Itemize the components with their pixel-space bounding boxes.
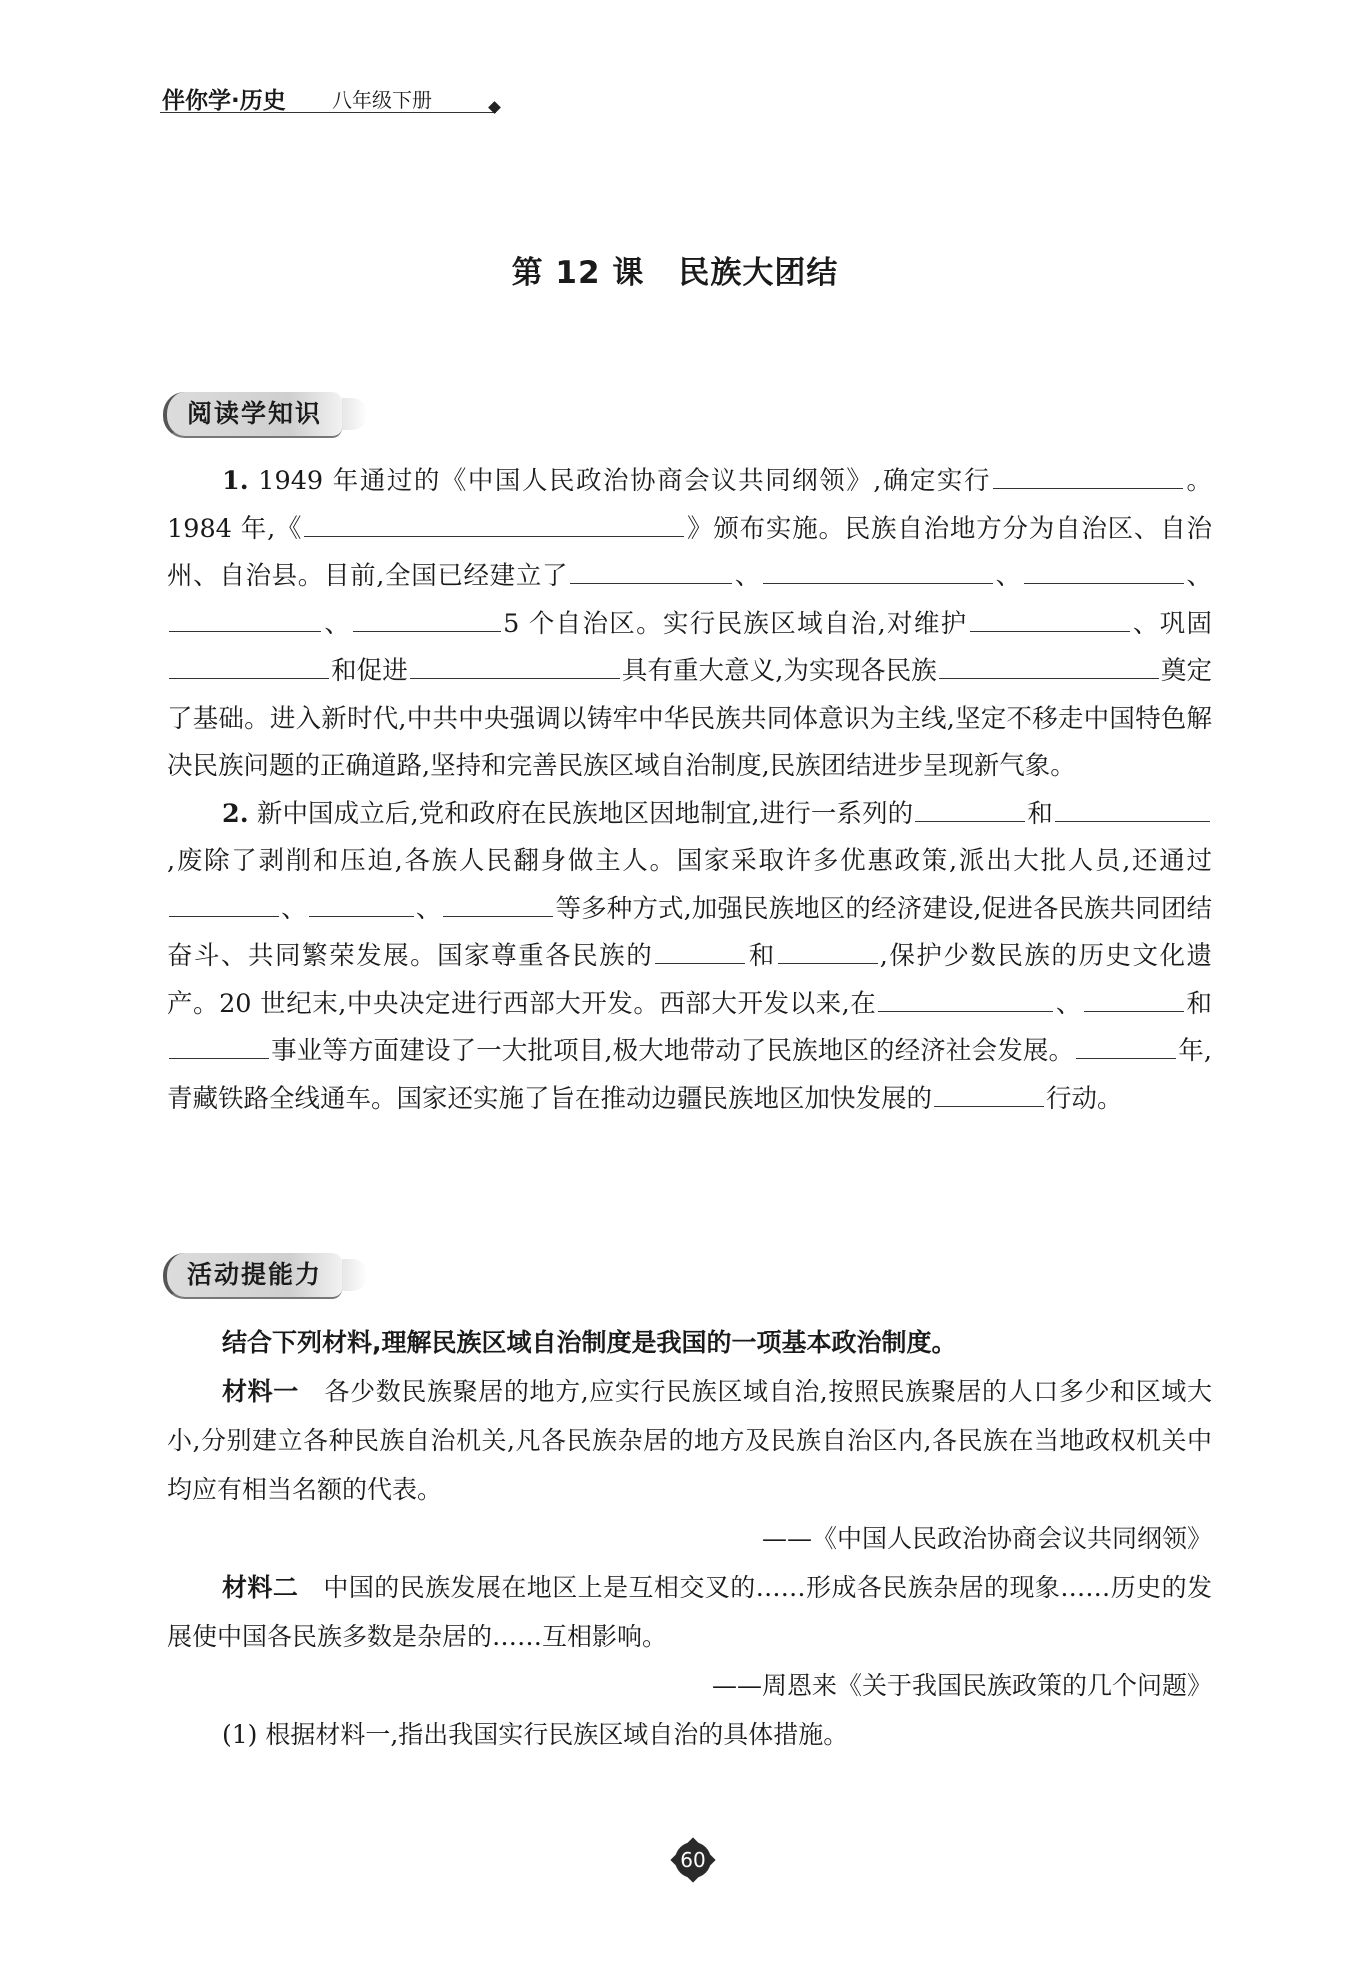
answer-blank[interactable] <box>934 1078 1044 1107</box>
page-number: 60 <box>671 1838 715 1882</box>
answer-blank[interactable] <box>939 650 1159 679</box>
answer-blank[interactable] <box>970 603 1130 632</box>
material-2-source: ——周恩来《关于我国民族政策的几个问题》 <box>711 1671 1212 1700</box>
answer-blank[interactable] <box>169 1030 269 1059</box>
lesson-number: 第 12 课 <box>511 255 645 291</box>
question-2: 2. 新中国成立后,党和政府在民族地区因地制宜,进行一系列的 和,废除了剥削和压迫,各族人民翻身做主人。国家采取许多优惠政策,派出大批人员,还通过、 、 等多种方式,加强民族地区的经济建设,促进各民族共同团结奋斗、共同繁荣发展。国家尊重各民族的 和 ,保护少数民族的历史文化遗产。20 世纪末,中央决定进行西部大开发。西部大开发以来,在 、 和事业等方面建设了一大批项目,极大地带动了民族地区的经济社会发展。 年,青藏铁路全线通车。国家还实施了旨在推动边疆民族地区加快发展的 行动。 <box>167 791 1212 1124</box>
answer-blank[interactable] <box>1084 983 1184 1012</box>
running-header <box>160 82 496 113</box>
answer-blank[interactable] <box>169 603 321 632</box>
answer-blank[interactable] <box>309 888 414 917</box>
material-1-source: ——《中国人民政治协商会议共同纲领》 <box>761 1524 1212 1553</box>
answer-blank[interactable] <box>570 555 732 584</box>
lesson-title <box>0 247 1350 292</box>
answer-blank[interactable] <box>655 935 745 964</box>
answer-blank[interactable] <box>915 793 1025 822</box>
section-badge-activity: 活动提能力 <box>163 1253 342 1299</box>
answer-blank[interactable] <box>1055 793 1210 822</box>
material-1-label: 材料一 <box>222 1377 299 1406</box>
material-1: 材料一 各少数民族聚居的地方,应实行民族区域自治,按照民族聚居的人口多少和区域大小,分别建立各种民族自治机关,凡各民族杂居的地方及民族自治区内,各民族在当地政权机关中均应有相当名额的代表。 <box>167 1377 1212 1504</box>
answer-blank[interactable] <box>169 650 329 679</box>
answer-blank[interactable] <box>353 603 501 632</box>
lesson-name: 民族大团结 <box>678 255 839 291</box>
answer-blank[interactable] <box>1024 555 1184 584</box>
grade-label: 八年级下册 <box>332 88 432 112</box>
activity-question-1: (1) 根据材料一,指出我国实行民族区域自治的具体措施。 <box>222 1720 849 1749</box>
answer-blank[interactable] <box>993 460 1183 489</box>
answer-blank[interactable] <box>169 888 279 917</box>
book-title: 伴你学·历史 <box>162 88 286 114</box>
activity-section <box>167 1318 1212 1759</box>
answer-blank[interactable] <box>763 555 993 584</box>
knowledge-section <box>167 458 1212 1123</box>
material-2: 材料二 中国的民族发展在地区上是互相交叉的……形成各民族杂居的现象……历史的发展使中国各民族多数是杂居的……互相影响。 <box>167 1573 1212 1651</box>
section-badge-read: 阅读学知识 <box>163 392 342 438</box>
answer-blank[interactable] <box>878 983 1053 1012</box>
answer-blank[interactable] <box>778 935 878 964</box>
answer-blank[interactable] <box>304 508 684 537</box>
answer-blank[interactable] <box>443 888 553 917</box>
material-2-label: 材料二 <box>222 1573 299 1602</box>
answer-blank[interactable] <box>1076 1030 1176 1059</box>
activity-intro: 结合下列材料,理解民族区域自治制度是我国的一项基本政治制度。 <box>222 1328 957 1357</box>
question-1: 1. 1949 年通过的《中国人民政治协商会议共同纲领》,确定实行 。1984 年,《 》颁布实施。民族自治地方分为自治区、自治州、自治县。目前,全国已经建立了 、 、 、、 5 个自治区。实行民族区域自治,对维护 、巩固和促进 具有重大意义,为实现各民族 奠定了基础。进入新时代,中共中央强调以铸牢中华民族共同体意识为主线,坚定不移走中国特色解决民族问题的正确道路,坚持和完善民族区域自治制度,民族团结进步呈现新气象。 <box>167 458 1212 791</box>
answer-blank[interactable] <box>410 650 620 679</box>
